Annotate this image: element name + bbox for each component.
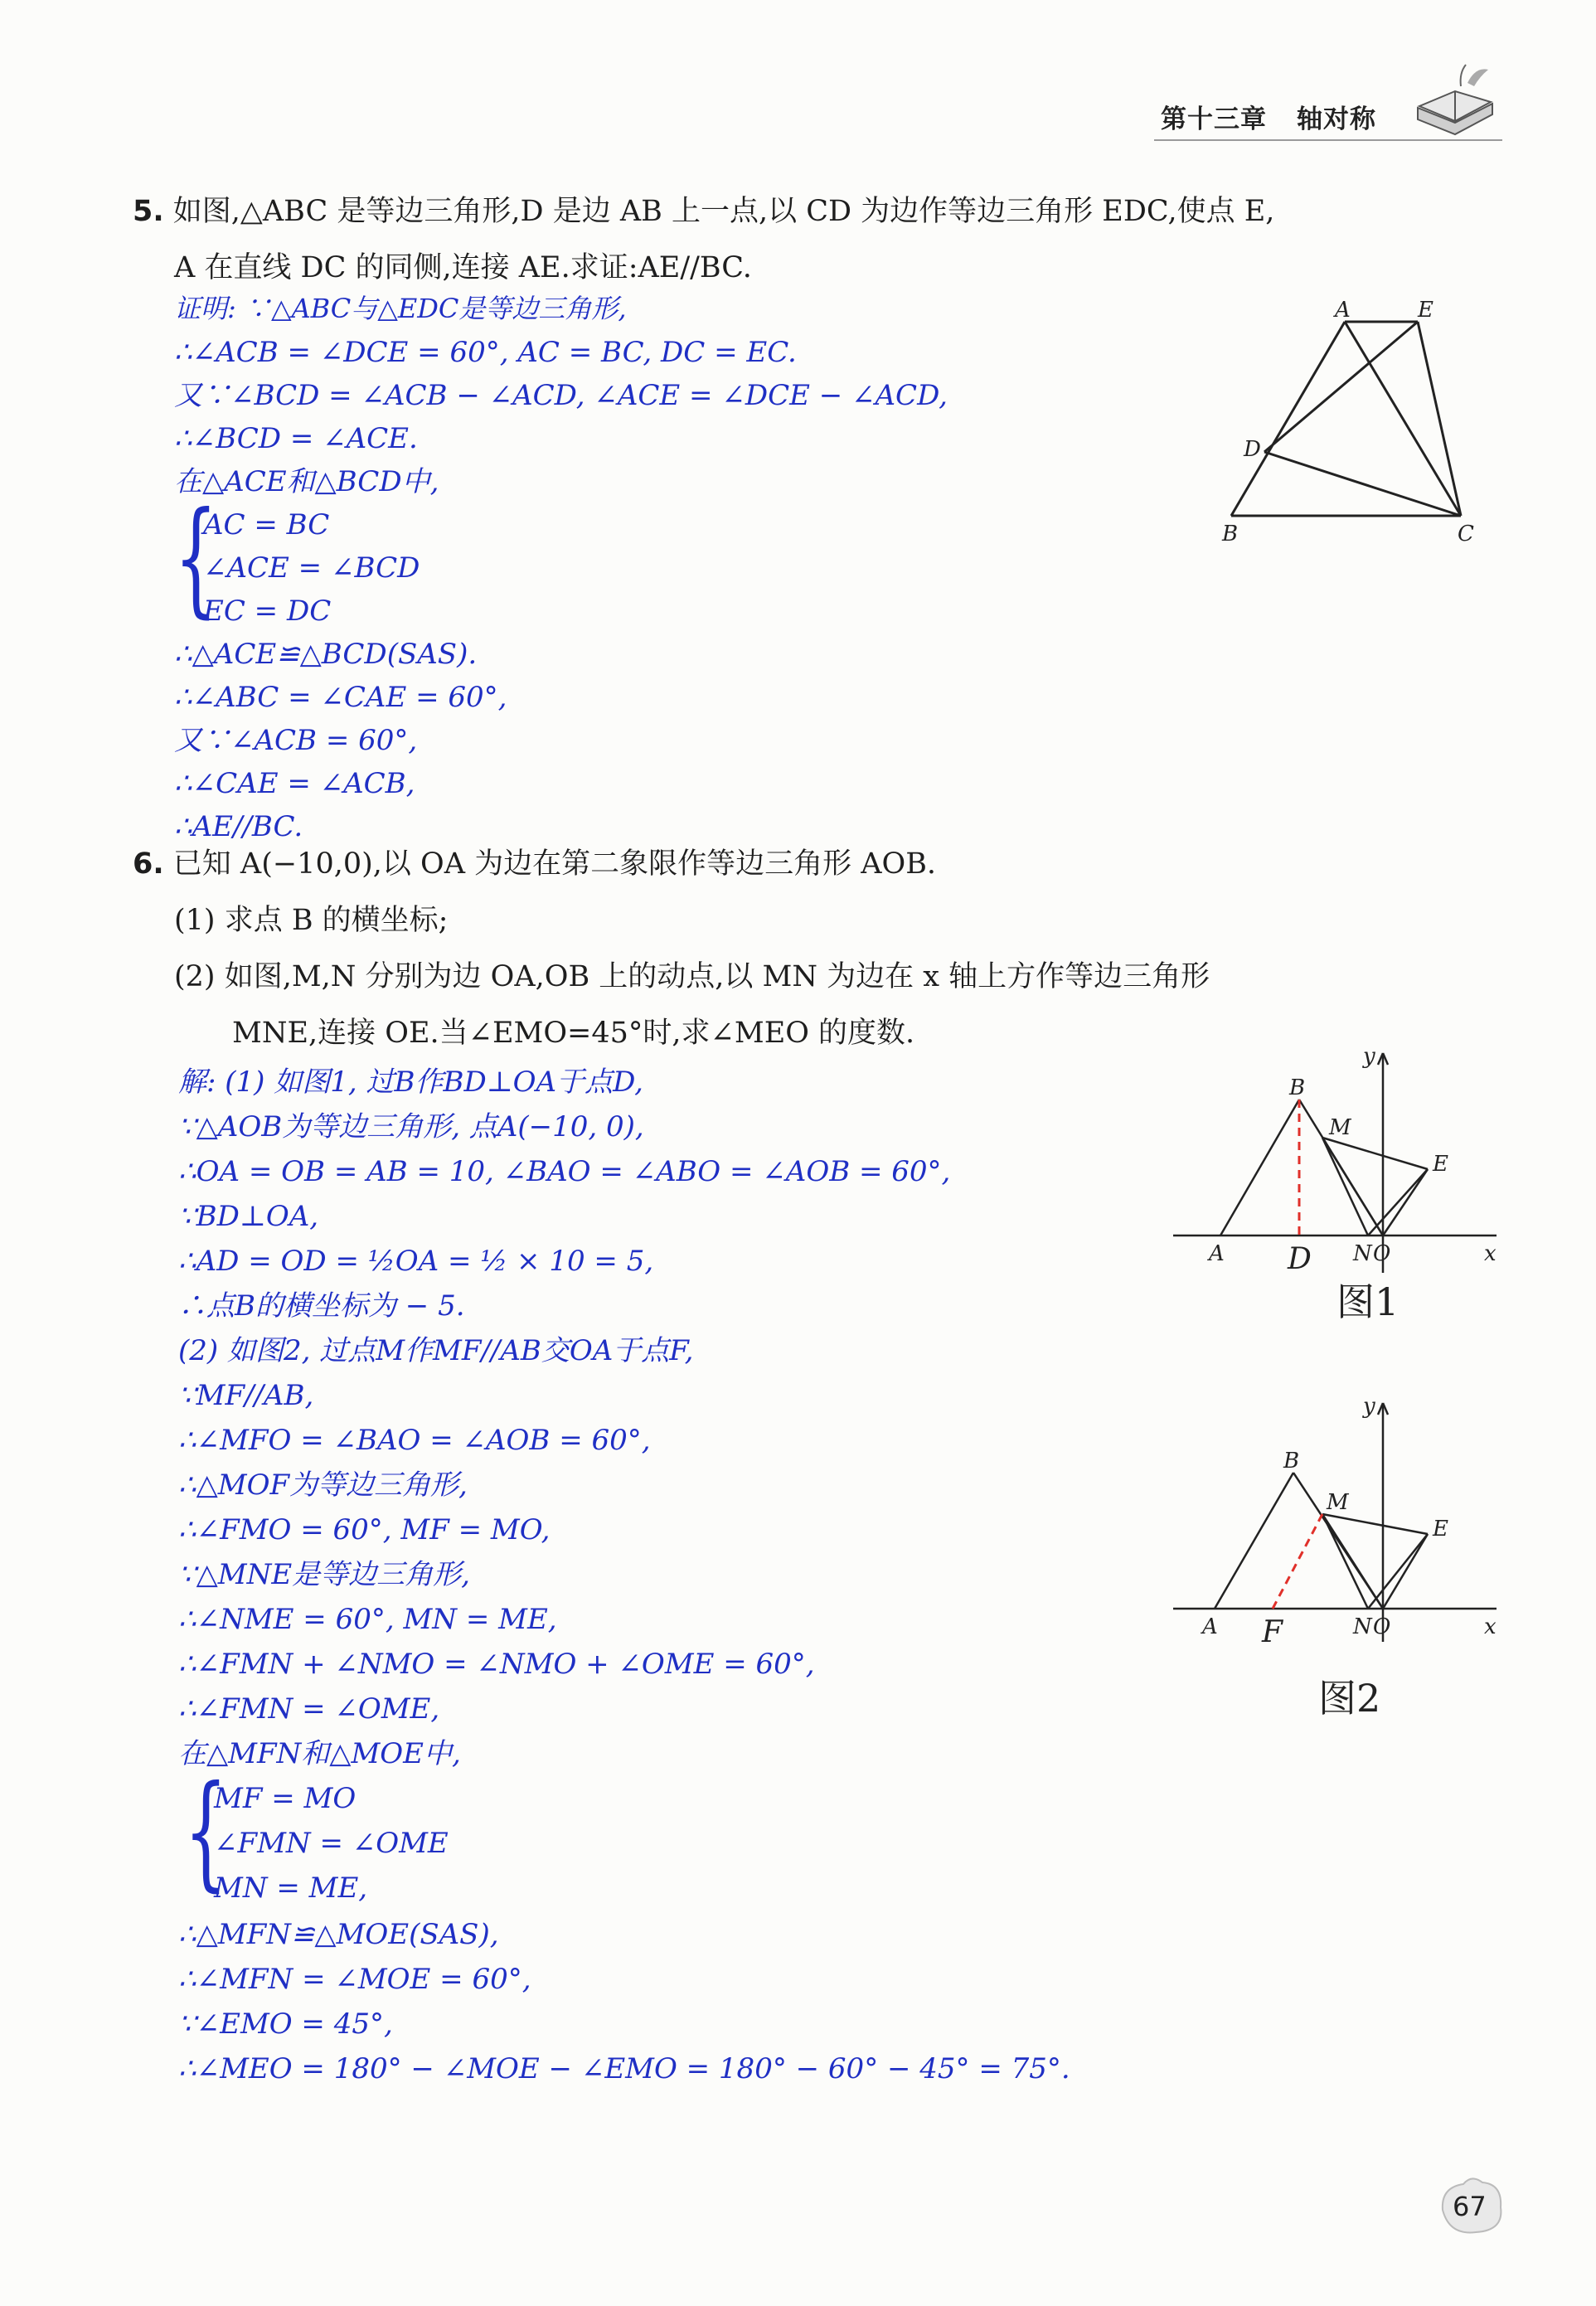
q5-text-line1 xyxy=(133,197,1274,226)
q5-stem-2: A 在直线 DC 的同侧,连接 AE.求证:AE//BC. xyxy=(174,251,752,284)
q5-answer2-1: ∴∠ABC = ∠CAE = 60°, xyxy=(174,681,507,714)
q5-label-B: B xyxy=(1222,522,1239,546)
fig1-label-x: x xyxy=(1484,1241,1497,1266)
fig2-caption: 图2 xyxy=(1318,1676,1381,1721)
fig1-label-y: y xyxy=(1363,1045,1375,1069)
fig2-label-x: x xyxy=(1484,1614,1497,1639)
fig2-label-y: y xyxy=(1363,1394,1375,1419)
q6-system-2: MN = ME, xyxy=(214,1872,368,1905)
chapter-title: 第十三章 xyxy=(1161,104,1267,134)
q6-figure-2 xyxy=(1169,1393,1501,1658)
q6-text-line1 xyxy=(133,847,937,881)
q6-brace: { xyxy=(184,1760,228,1904)
q6-system-0: MF = MO xyxy=(214,1782,357,1815)
fig2-label-A: A xyxy=(1202,1614,1218,1639)
fig1-label-M: M xyxy=(1329,1115,1351,1140)
q6-answer-5: ∴点B的横坐标为 − 5. xyxy=(178,1289,465,1323)
fig2-label-M: M xyxy=(1327,1490,1349,1515)
fig1-label-E: E xyxy=(1433,1152,1448,1177)
fig1-label-N: N xyxy=(1353,1241,1372,1266)
q5-figure xyxy=(1210,299,1484,547)
q6-answer2-3: ∴∠MEO = 180° − ∠MOE − ∠EMO = 180° − 60° − 45° = 75°. xyxy=(178,2052,1070,2085)
q5-answer2-3: ∴∠CAE = ∠ACB, xyxy=(174,767,415,800)
book-icon xyxy=(1409,58,1501,141)
q6-answer-3: ∵BD⊥OA, xyxy=(178,1200,319,1233)
q5-answer-0: 证明: ∵△ABC与△EDC是等边三角形, xyxy=(174,293,627,324)
fig1-label-A: A xyxy=(1209,1241,1225,1266)
q5-answer-3: ∴∠BCD = ∠ACE. xyxy=(174,422,418,455)
q6-answer-12: ∴∠NME = 60°, MN = ME, xyxy=(178,1603,557,1636)
q5-answer2-0: ∴△ACE≌△BCD(SAS). xyxy=(174,638,478,671)
q6-answer-0: 解: (1) 如图1, 过B作BD⊥OA于点D, xyxy=(178,1066,643,1099)
q5-number: 5. xyxy=(133,195,164,228)
fig1-caption: 图1 xyxy=(1336,1279,1400,1324)
q6-answer-11: ∵△MNE是等边三角形, xyxy=(178,1558,470,1591)
q6-answer-8: ∴∠MFO = ∠BAO = ∠AOB = 60°, xyxy=(178,1424,651,1457)
q6-answer-1: ∵△AOB为等边三角形, 点A(−10, 0), xyxy=(178,1110,644,1143)
q6-answer2-1: ∴∠MFN = ∠MOE = 60°, xyxy=(178,1963,531,1996)
q6-answer-7: ∵MF//AB, xyxy=(178,1379,314,1412)
q5-stem-1: 如图,△ABC 是等边三角形,D 是边 AB 上一点,以 CD 为边作等边三角形 EDC,使点 E, xyxy=(172,195,1275,228)
fig2-label-F: F xyxy=(1262,1615,1283,1649)
q6-answer2-0: ∴△MFN≌△MOE(SAS), xyxy=(178,1918,499,1951)
fig2-label-N: N xyxy=(1353,1614,1372,1639)
q6-system-1: ∠FMN = ∠OME xyxy=(214,1827,449,1860)
q5-label-C: C xyxy=(1458,522,1474,546)
q5-answer2-2: 又∵∠ACB = 60°, xyxy=(174,724,418,757)
q6-answer-10: ∴∠FMO = 60°, MF = MO, xyxy=(178,1513,551,1546)
page-number: 67 xyxy=(1453,2191,1487,2222)
q6-answer-15: 在△MFN和△MOE中, xyxy=(178,1737,461,1770)
q6-figure-1 xyxy=(1169,1045,1501,1285)
q5-label-A: A xyxy=(1335,299,1351,323)
q5-label-E: E xyxy=(1418,299,1433,323)
q5-system-1: ∠ACE = ∠BCD xyxy=(203,551,420,585)
q5-answer-4: 在△ACE和△BCD中, xyxy=(174,465,439,498)
chapter-header xyxy=(1161,98,1406,135)
fig1-label-D: D xyxy=(1288,1242,1312,1276)
q6-number: 6. xyxy=(133,847,164,881)
chapter-topic: 轴对称 xyxy=(1297,104,1376,134)
q6-answer-9: ∴△MOF为等边三角形, xyxy=(178,1469,468,1502)
q5-answer2-4: ∴AE//BC. xyxy=(174,810,303,843)
fig2-label-O: O xyxy=(1373,1614,1391,1639)
fig1-label-B: B xyxy=(1289,1075,1306,1100)
fig2-label-B: B xyxy=(1283,1449,1300,1473)
q6-answer-4: ∴AD = OD = ½OA = ½ × 10 = 5, xyxy=(178,1245,654,1278)
q6-answer2-2: ∵∠EMO = 45°, xyxy=(178,2007,393,2041)
q6-answer-14: ∴∠FMN = ∠OME, xyxy=(178,1692,440,1726)
q6-answer-13: ∴∠FMN + ∠NMO = ∠NMO + ∠OME = 60°, xyxy=(178,1648,815,1681)
page-number-badge xyxy=(1434,2172,1509,2239)
q6-stem-1: 已知 A(−10,0),以 OA 为边在第二象限作等边三角形 AOB. xyxy=(172,847,937,881)
q6-part2b: MNE,连接 OE.当∠EMO=45°时,求∠MEO 的度数. xyxy=(232,1017,915,1050)
q6-answer-6: (2) 如图2, 过点M作MF//AB交OA于点F, xyxy=(178,1334,694,1367)
q6-part2a: (2) 如图,M,N 分别为边 OA,OB 上的动点,以 MN 为边在 x 轴上方作等边三角形 xyxy=(174,960,1210,993)
q5-system-2: EC = DC xyxy=(203,595,332,628)
q5-brace: { xyxy=(174,486,218,630)
q6-answer-2: ∴OA = OB = AB = 10, ∠BAO = ∠ABO = ∠AOB = 60°, xyxy=(178,1155,951,1188)
q6-part1: (1) 求点 B 的横坐标; xyxy=(174,904,449,937)
fig1-label-O: O xyxy=(1373,1241,1391,1266)
q5-answer-2: 又∵∠BCD = ∠ACB − ∠ACD, ∠ACE = ∠DCE − ∠ACD, xyxy=(174,379,948,412)
q5-system-0: AC = BC xyxy=(203,508,330,541)
fig2-label-E: E xyxy=(1433,1517,1448,1541)
q5-label-D: D xyxy=(1244,437,1261,462)
q5-answer-1: ∴∠ACB = ∠DCE = 60°, AC = BC, DC = EC. xyxy=(174,336,797,369)
